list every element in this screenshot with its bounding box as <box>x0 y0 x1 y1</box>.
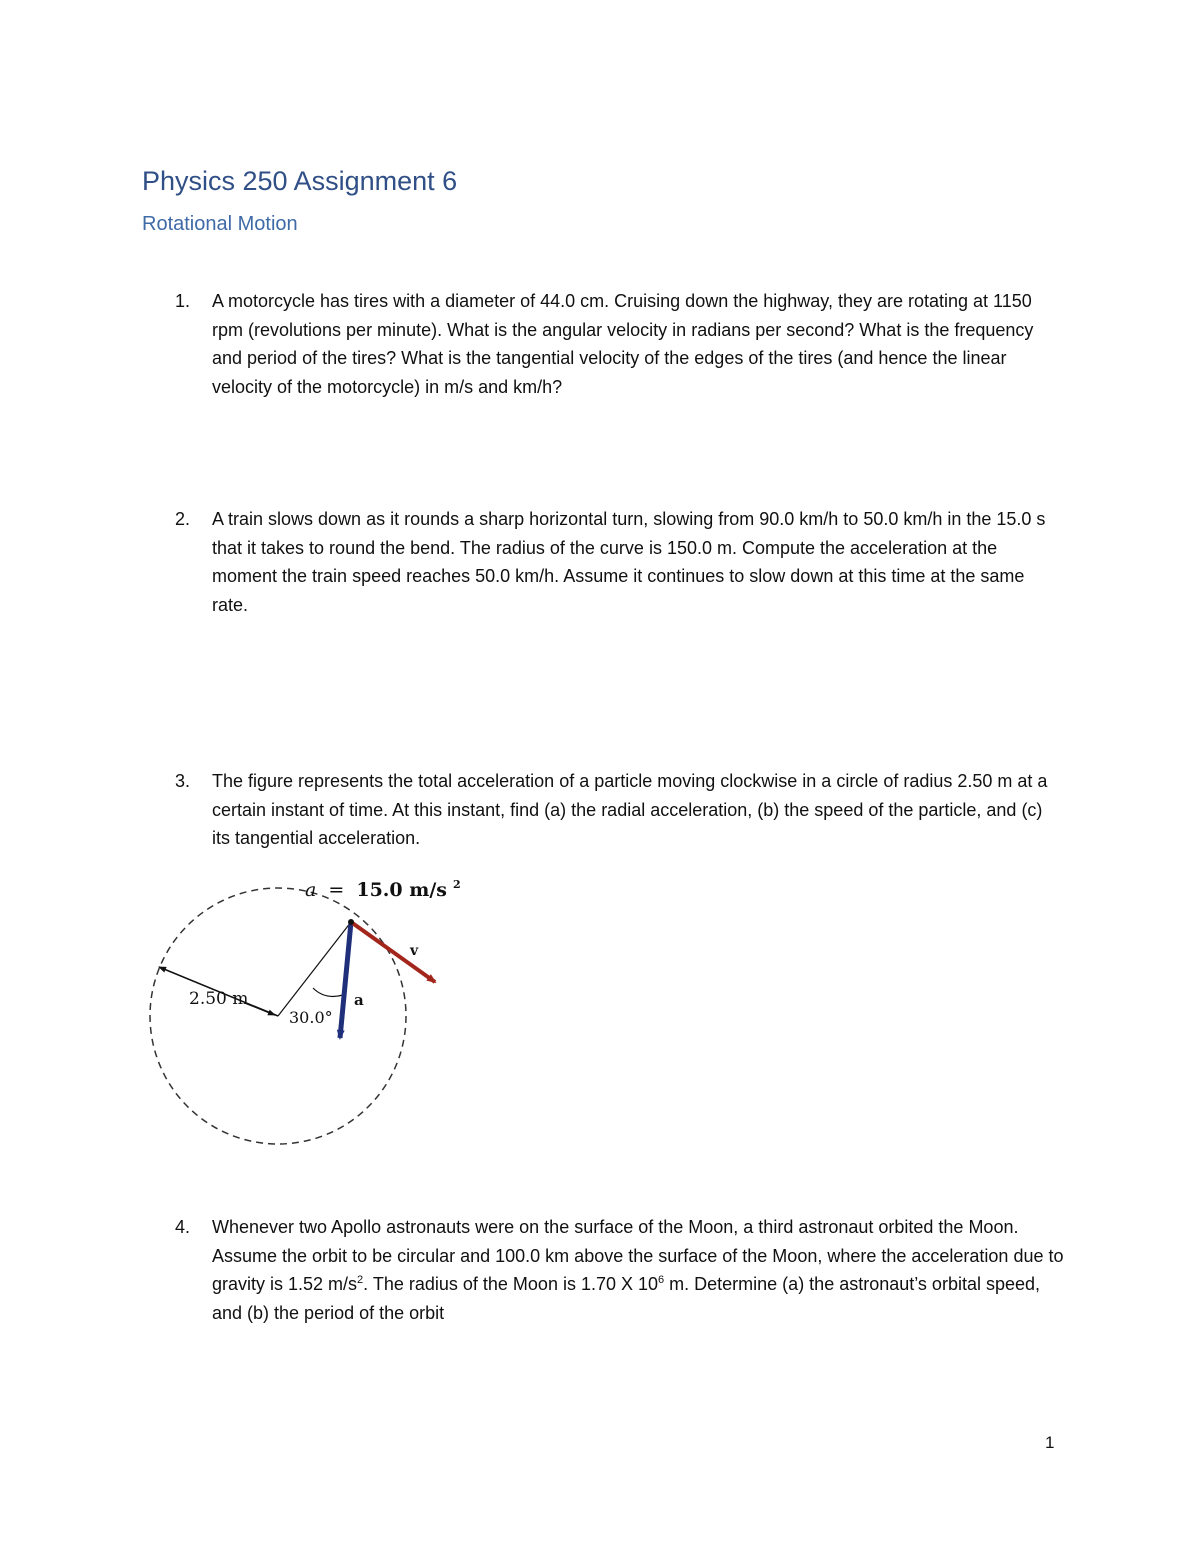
question-number: 4. <box>175 1217 191 1237</box>
total-acceleration-label: a = 15.0 m/s $^2$ <box>305 878 461 901</box>
question-number: 2. <box>175 509 191 529</box>
question-text-part: Whenever two Apollo astronauts were on the surface of the Moon, a third astronaut orbited the Moon. Assume the orbit to be circular and 100.0 km above the surface of the Moon, where the acceleration due to gravity is 1.52 m/s <box>212 1217 1064 1294</box>
circular-motion-figure <box>145 868 461 1153</box>
center-to-particle-line <box>278 922 351 1016</box>
page-subtitle: Rotational Motion <box>142 213 298 235</box>
particle-dot <box>348 919 354 925</box>
question-3 <box>175 767 1065 853</box>
superscript-exponent: 6 <box>658 1274 665 1286</box>
question-2 <box>175 505 1065 619</box>
angle-arc <box>313 988 343 996</box>
acceleration-vector-label: a <box>354 991 364 1009</box>
velocity-vector <box>351 922 435 982</box>
question-text: A train slows down as it rounds a sharp horizontal turn, slowing from 90.0 km/h to 50.0 km/h in the 15.0 s that it takes to round the bend. The radius of the curve is 150.0 m. Compute the acceleration at the moment the train speed reaches 50.0 km/h. Assume it continues to slow down at this time at the same rate. <box>212 509 1046 615</box>
superscript-exponent: 2 <box>357 1274 364 1286</box>
question-number: 1. <box>175 291 191 311</box>
page-number: 1 <box>1045 1433 1055 1452</box>
question-text-part: . The radius of the Moon is 1.70 X 10 <box>363 1274 659 1294</box>
question-text: The figure represents the total acceleration of a particle moving clockwise in a circle of radius 2.50 m at a certain instant of time. At this instant, find (a) the radial acceleration, (b) the speed of the particle, and (c) its tangential acceleration. <box>212 771 1048 848</box>
page-title: Physics 250 Assignment 6 <box>142 166 458 196</box>
velocity-label: v <box>410 943 419 959</box>
question-number: 3. <box>175 771 191 791</box>
radius-label: 2.50 m <box>189 989 249 1009</box>
question-text-part: m. Determine (a) the astronaut’s orbital speed, and (b) the period of the orbit <box>212 1274 1041 1323</box>
question-4 <box>175 1213 1065 1327</box>
angle-label: 30.0° <box>289 1008 333 1027</box>
acceleration-vector <box>340 922 351 1038</box>
question-1 <box>175 287 1065 401</box>
question-text <box>212 1213 1065 1327</box>
radius-arrow-inner <box>245 1003 275 1015</box>
question-text: A motorcycle has tires with a diameter of 44.0 cm. Cruising down the highway, they are rotating at 1150 rpm (revolutions per minute). What is the angular velocity in radians per second? What is the frequency and period of the tires? What is the tangential velocity of the edges of the tires (and hence the linear velocity of the motorcycle) in m/s and km/h? <box>212 291 1034 397</box>
